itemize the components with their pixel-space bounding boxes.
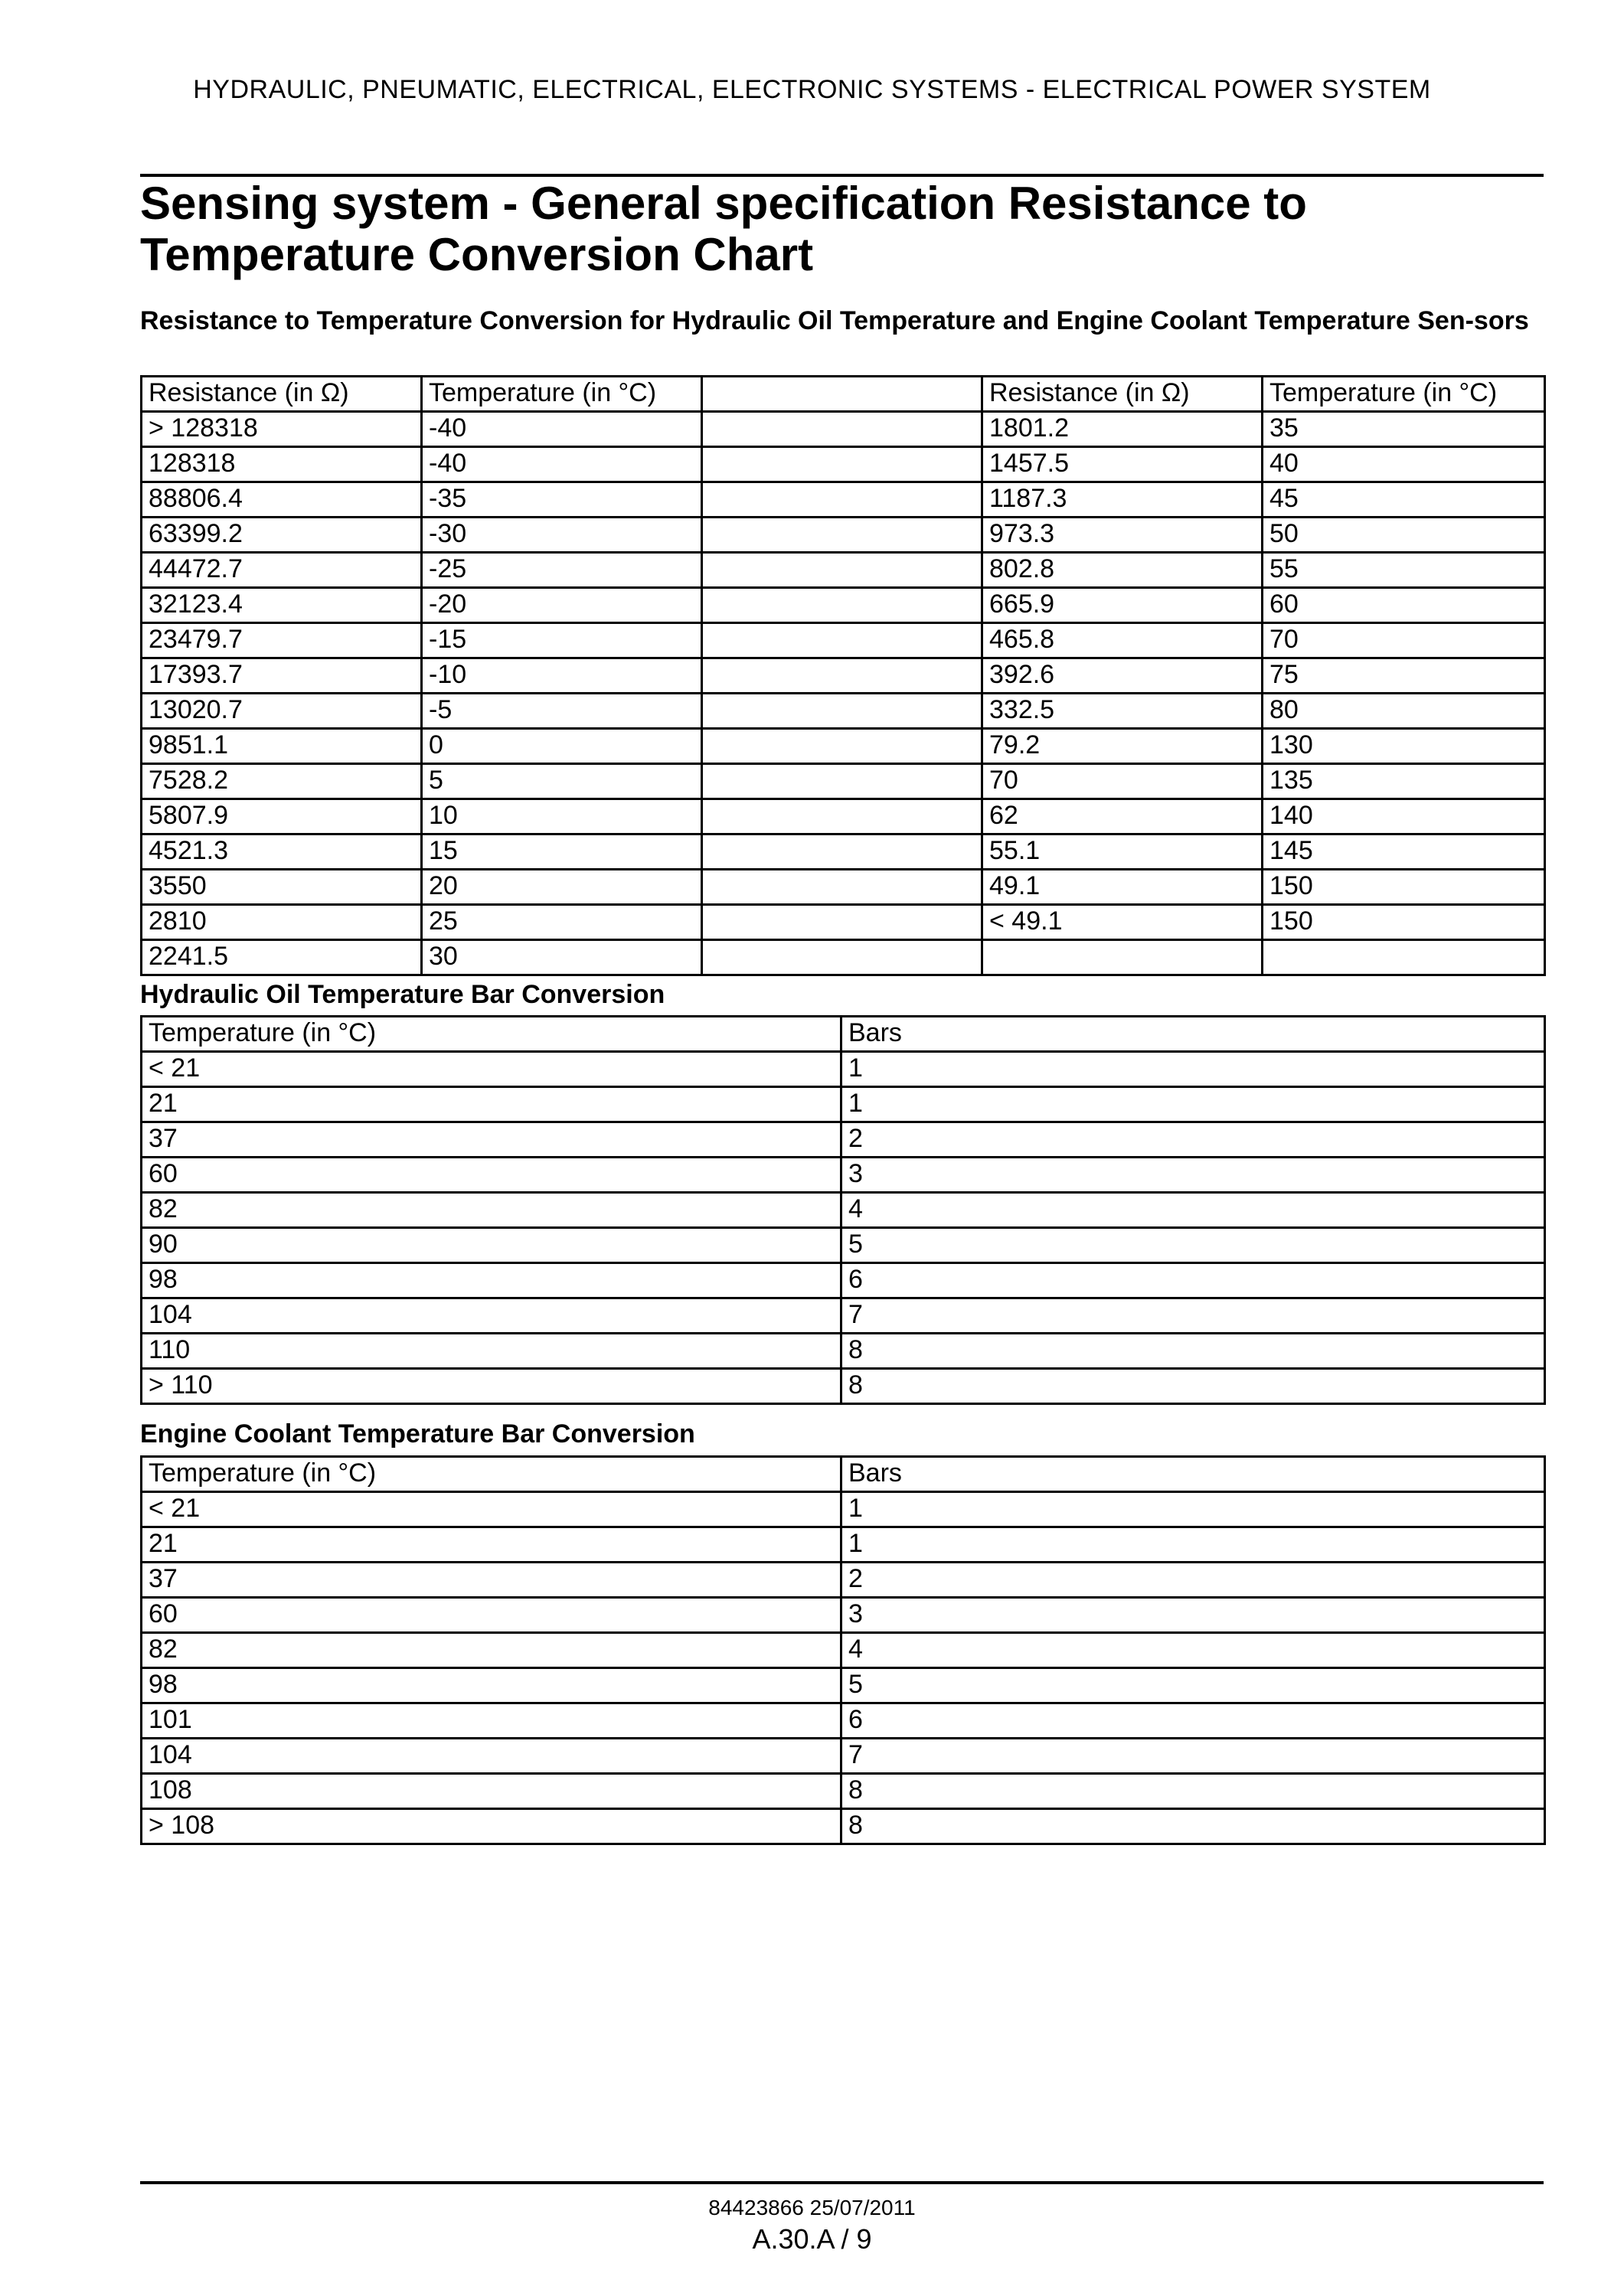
table-cell: 3 — [841, 1598, 1545, 1633]
table-header-cell: Resistance (in Ω) — [142, 377, 422, 412]
table-cell: 21 — [142, 1087, 841, 1122]
table-cell: 50 — [1263, 518, 1545, 553]
table-cell: 108 — [142, 1774, 841, 1809]
table-cell: 1 — [841, 1492, 1545, 1527]
table-cell: 140 — [1263, 799, 1545, 834]
table-header-row — [142, 1017, 1545, 1052]
table-cell: 3 — [841, 1158, 1545, 1193]
table-cell: 70 — [1263, 623, 1545, 658]
table-cell: -20 — [422, 588, 702, 623]
table-cell: 8 — [841, 1774, 1545, 1809]
table-cell — [702, 940, 982, 975]
table-cell: 55.1 — [982, 834, 1263, 870]
table-header-cell: Resistance (in Ω) — [982, 377, 1263, 412]
table-cell — [702, 694, 982, 729]
table-cell: 60 — [142, 1598, 841, 1633]
table-cell: 1 — [841, 1087, 1545, 1122]
table-header-cell: Temperature (in °C) — [142, 1457, 841, 1492]
table-cell: 7 — [841, 1298, 1545, 1334]
table-cell: 37 — [142, 1122, 841, 1158]
table-cell — [982, 940, 1263, 975]
table-cell: 98 — [142, 1668, 841, 1703]
table-row — [142, 834, 1545, 870]
table-row — [142, 1492, 1545, 1527]
table-cell: 63399.2 — [142, 518, 422, 553]
table-cell: < 21 — [142, 1052, 841, 1087]
table-row — [142, 658, 1545, 694]
page-title: Sensing system - General specification Resistance to Temperature Conversion Chart — [140, 178, 1307, 280]
table-cell: 82 — [142, 1633, 841, 1668]
table-cell: 6 — [841, 1703, 1545, 1739]
table-cell: -10 — [422, 658, 702, 694]
table-row — [142, 1263, 1545, 1298]
table-cell: 128318 — [142, 447, 422, 482]
table-cell: 80 — [1263, 694, 1545, 729]
table-cell: 23479.7 — [142, 623, 422, 658]
table-cell: -35 — [422, 482, 702, 518]
table-header-cell: Temperature (in °C) — [1263, 377, 1545, 412]
table-header-cell: Bars — [841, 1457, 1545, 1492]
table-cell: > 110 — [142, 1369, 841, 1404]
table-cell: 465.8 — [982, 623, 1263, 658]
hydraulic-table — [140, 1015, 1546, 1405]
table-cell: 150 — [1263, 905, 1545, 940]
table-row — [142, 518, 1545, 553]
table-row — [142, 1193, 1545, 1228]
table-cell — [702, 658, 982, 694]
table-cell: 8 — [841, 1334, 1545, 1369]
table-cell: < 49.1 — [982, 905, 1263, 940]
table-cell — [702, 799, 982, 834]
table-cell: 5 — [841, 1668, 1545, 1703]
table-cell: 10 — [422, 799, 702, 834]
table-row — [142, 1158, 1545, 1193]
table-row — [142, 1052, 1545, 1087]
table-cell: 35 — [1263, 412, 1545, 447]
table-cell: 2 — [841, 1563, 1545, 1598]
table-cell: 973.3 — [982, 518, 1263, 553]
table-cell: 7528.2 — [142, 764, 422, 799]
table-cell: 7 — [841, 1739, 1545, 1774]
table-cell: 802.8 — [982, 553, 1263, 588]
table-cell — [702, 623, 982, 658]
table-row — [142, 1633, 1545, 1668]
table-row — [142, 905, 1545, 940]
table-cell: 44472.7 — [142, 553, 422, 588]
table-cell: 32123.4 — [142, 588, 422, 623]
table-row — [142, 1527, 1545, 1563]
table-cell — [702, 447, 982, 482]
table-cell: 15 — [422, 834, 702, 870]
table-cell: 8 — [841, 1369, 1545, 1404]
page-header: HYDRAULIC, PNEUMATIC, ELECTRICAL, ELECTRONIC SYSTEMS - ELECTRICAL POWER SYSTEM — [193, 75, 1431, 104]
table-cell: 332.5 — [982, 694, 1263, 729]
table-cell: 1 — [841, 1052, 1545, 1087]
table-header-row — [142, 1457, 1545, 1492]
table-cell: -40 — [422, 447, 702, 482]
table-cell: 665.9 — [982, 588, 1263, 623]
table-header-cell: Temperature (in °C) — [142, 1017, 841, 1052]
table-row — [142, 1668, 1545, 1703]
table-cell: -15 — [422, 623, 702, 658]
table-cell: 40 — [1263, 447, 1545, 482]
table-cell: 0 — [422, 729, 702, 764]
table-cell: 75 — [1263, 658, 1545, 694]
table-cell: 130 — [1263, 729, 1545, 764]
table-cell: 145 — [1263, 834, 1545, 870]
table-cell — [702, 905, 982, 940]
table-cell — [702, 412, 982, 447]
table-row — [142, 1703, 1545, 1739]
table-cell: 20 — [422, 870, 702, 905]
table-cell: 13020.7 — [142, 694, 422, 729]
table-cell: 392.6 — [982, 658, 1263, 694]
table-cell: 1187.3 — [982, 482, 1263, 518]
table-row — [142, 482, 1545, 518]
table-cell: 30 — [422, 940, 702, 975]
hydraulic-table-title: Hydraulic Oil Temperature Bar Conversion — [140, 980, 665, 1009]
coolant-table — [140, 1455, 1546, 1845]
table-cell: > 128318 — [142, 412, 422, 447]
table-row — [142, 412, 1545, 447]
table-cell: 2810 — [142, 905, 422, 940]
table-cell: 4 — [841, 1193, 1545, 1228]
table-cell: 90 — [142, 1228, 841, 1263]
table-cell: 88806.4 — [142, 482, 422, 518]
table-cell: 104 — [142, 1298, 841, 1334]
page-number: A.30.A / 9 — [752, 2223, 872, 2255]
table-cell: 2241.5 — [142, 940, 422, 975]
table-cell — [702, 834, 982, 870]
table-cell: 70 — [982, 764, 1263, 799]
table-row — [142, 1774, 1545, 1809]
table-cell: 79.2 — [982, 729, 1263, 764]
table-cell: 135 — [1263, 764, 1545, 799]
table-cell — [702, 518, 982, 553]
table-row — [142, 1598, 1545, 1633]
table-row — [142, 764, 1545, 799]
table-cell: 17393.7 — [142, 658, 422, 694]
table-row — [142, 1563, 1545, 1598]
coolant-table-title: Engine Coolant Temperature Bar Conversion — [140, 1419, 695, 1448]
table-cell: 37 — [142, 1563, 841, 1598]
table-cell: 5807.9 — [142, 799, 422, 834]
table-row — [142, 1809, 1545, 1844]
table-row — [142, 694, 1545, 729]
table-cell: 104 — [142, 1739, 841, 1774]
table-row — [142, 1298, 1545, 1334]
table-row — [142, 1334, 1545, 1369]
table-cell: -30 — [422, 518, 702, 553]
table-row — [142, 447, 1545, 482]
table-cell: 25 — [422, 905, 702, 940]
table-row — [142, 553, 1545, 588]
table-cell — [702, 482, 982, 518]
table-cell: -40 — [422, 412, 702, 447]
table-row — [142, 588, 1545, 623]
table-cell: 98 — [142, 1263, 841, 1298]
table-cell: -5 — [422, 694, 702, 729]
table-row — [142, 1369, 1545, 1404]
table-row — [142, 623, 1545, 658]
top-rule — [140, 174, 1544, 177]
table-header-row — [142, 377, 1545, 412]
table-row — [142, 799, 1545, 834]
resistance-table-title: Resistance to Temperature Conversion for Hydraulic Oil Temperature and Engine Coolant Temperature Sen-sors — [140, 306, 1529, 335]
table-cell: 45 — [1263, 482, 1545, 518]
table-row — [142, 940, 1545, 975]
table-row — [142, 1087, 1545, 1122]
table-cell: -25 — [422, 553, 702, 588]
table-cell — [702, 553, 982, 588]
table-header-cell — [702, 377, 982, 412]
table-cell: 9851.1 — [142, 729, 422, 764]
table-cell: 62 — [982, 799, 1263, 834]
table-cell: 1 — [841, 1527, 1545, 1563]
table-cell: > 108 — [142, 1809, 841, 1844]
table-cell — [1263, 940, 1545, 975]
table-cell: 3550 — [142, 870, 422, 905]
table-cell: 49.1 — [982, 870, 1263, 905]
table-cell: 4521.3 — [142, 834, 422, 870]
table-cell: 5 — [422, 764, 702, 799]
table-row — [142, 1739, 1545, 1774]
table-cell: 2 — [841, 1122, 1545, 1158]
table-cell — [702, 870, 982, 905]
table-cell: 150 — [1263, 870, 1545, 905]
table-cell: 6 — [841, 1263, 1545, 1298]
table-row — [142, 870, 1545, 905]
table-cell: 82 — [142, 1193, 841, 1228]
table-cell: < 21 — [142, 1492, 841, 1527]
table-cell: 60 — [1263, 588, 1545, 623]
table-cell — [702, 764, 982, 799]
table-row — [142, 729, 1545, 764]
table-cell — [702, 588, 982, 623]
table-cell: 1457.5 — [982, 447, 1263, 482]
table-row — [142, 1228, 1545, 1263]
resistance-table — [140, 375, 1546, 976]
bottom-rule — [140, 2181, 1544, 2184]
table-cell: 21 — [142, 1527, 841, 1563]
table-cell: 4 — [841, 1633, 1545, 1668]
table-cell — [702, 729, 982, 764]
table-cell: 101 — [142, 1703, 841, 1739]
table-cell: 1801.2 — [982, 412, 1263, 447]
table-header-cell: Bars — [841, 1017, 1545, 1052]
table-cell: 60 — [142, 1158, 841, 1193]
document-code: 84423866 25/07/2011 — [708, 2196, 916, 2219]
table-header-cell: Temperature (in °C) — [422, 377, 702, 412]
table-cell: 8 — [841, 1809, 1545, 1844]
table-cell: 110 — [142, 1334, 841, 1369]
table-cell: 5 — [841, 1228, 1545, 1263]
table-cell: 55 — [1263, 553, 1545, 588]
table-row — [142, 1122, 1545, 1158]
